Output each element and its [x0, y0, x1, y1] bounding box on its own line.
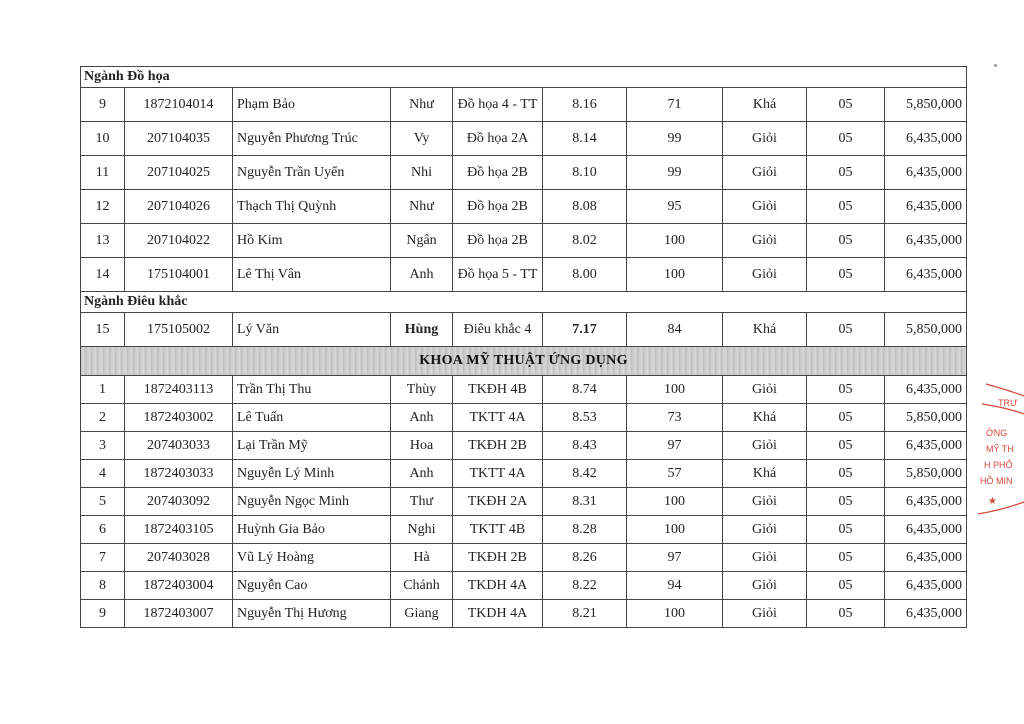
- rank-label: Khá: [723, 313, 807, 347]
- table-row: [81, 88, 967, 122]
- months-count: 05: [807, 376, 885, 404]
- student-given-name: Giang: [391, 600, 453, 628]
- student-given-name: Hùng: [391, 313, 453, 347]
- months-count: 05: [807, 488, 885, 516]
- student-id: 207403033: [125, 432, 233, 460]
- table-row: [81, 156, 967, 190]
- table-row: [81, 258, 967, 292]
- class-name: TKĐH 2A: [453, 488, 543, 516]
- scholarship-amount: 6,435,000: [885, 516, 967, 544]
- conduct-score: 71: [627, 88, 723, 122]
- student-surname: Lại Trần Mỹ: [233, 432, 391, 460]
- student-given-name: Chánh: [391, 572, 453, 600]
- scholarship-amount: 5,850,000: [885, 404, 967, 432]
- row-index: 7: [81, 544, 125, 572]
- stamp-fragment: HỒ MIN: [980, 476, 1013, 486]
- student-id: 1872403033: [125, 460, 233, 488]
- section-row-dieu-khac: [81, 292, 967, 313]
- student-id: 207403092: [125, 488, 233, 516]
- months-count: 05: [807, 258, 885, 292]
- student-id: 1872403007: [125, 600, 233, 628]
- class-name: TKTT 4A: [453, 404, 543, 432]
- rank-label: Khá: [723, 404, 807, 432]
- gpa-score: 8.42: [543, 460, 627, 488]
- row-index: 4: [81, 460, 125, 488]
- rows-dieu-khac: [81, 313, 967, 347]
- scholarship-amount: 5,850,000: [885, 88, 967, 122]
- scholarship-table: [80, 66, 967, 628]
- rank-label: Giỏi: [723, 122, 807, 156]
- scholarship-amount: 6,435,000: [885, 122, 967, 156]
- months-count: 05: [807, 516, 885, 544]
- scholarship-amount: 6,435,000: [885, 224, 967, 258]
- stamp-fragment: H PHỐ: [984, 460, 1013, 470]
- section-title: Ngành Đồ họa: [81, 67, 967, 88]
- student-given-name: Nghi: [391, 516, 453, 544]
- student-surname: Huỳnh Gia Bảo: [233, 516, 391, 544]
- scholarship-amount: 6,435,000: [885, 432, 967, 460]
- class-name: TKĐH 2B: [453, 544, 543, 572]
- conduct-score: 57: [627, 460, 723, 488]
- class-name: TKTT 4B: [453, 516, 543, 544]
- gpa-score: 8.22: [543, 572, 627, 600]
- student-given-name: Thùy: [391, 376, 453, 404]
- section-row-do-hoa: [81, 67, 967, 88]
- months-count: 05: [807, 313, 885, 347]
- student-given-name: Anh: [391, 460, 453, 488]
- table-row: [81, 572, 967, 600]
- gpa-score: 8.74: [543, 376, 627, 404]
- faculty-title: KHOA MỸ THUẬT ỨNG DỤNG: [81, 347, 967, 376]
- row-index: 6: [81, 516, 125, 544]
- scholarship-amount: 6,435,000: [885, 488, 967, 516]
- row-index: 15: [81, 313, 125, 347]
- student-surname: Lê Thị Vân: [233, 258, 391, 292]
- conduct-score: 100: [627, 600, 723, 628]
- rank-label: Giỏi: [723, 258, 807, 292]
- gpa-score: 8.10: [543, 156, 627, 190]
- scan-speck: [994, 64, 997, 67]
- scholarship-amount: 6,435,000: [885, 600, 967, 628]
- rank-label: Giỏi: [723, 572, 807, 600]
- scholarship-amount: 6,435,000: [885, 258, 967, 292]
- rank-label: Giỏi: [723, 376, 807, 404]
- student-surname: Nguyễn Trần Uyển: [233, 156, 391, 190]
- student-given-name: Hà: [391, 544, 453, 572]
- student-id: 207104026: [125, 190, 233, 224]
- months-count: 05: [807, 572, 885, 600]
- months-count: 05: [807, 224, 885, 258]
- table-row: [81, 313, 967, 347]
- stamp-fragment: MỸ TH: [986, 444, 1014, 454]
- rank-label: Giỏi: [723, 516, 807, 544]
- gpa-score: 8.31: [543, 488, 627, 516]
- stamp-fragment: ỜNG: [986, 428, 1008, 438]
- class-name: Đồ họa 2B: [453, 224, 543, 258]
- row-index: 5: [81, 488, 125, 516]
- table-row: [81, 460, 967, 488]
- conduct-score: 99: [627, 156, 723, 190]
- months-count: 05: [807, 156, 885, 190]
- student-surname: Lý Văn: [233, 313, 391, 347]
- student-given-name: Nhi: [391, 156, 453, 190]
- months-count: 05: [807, 544, 885, 572]
- table-row: [81, 224, 967, 258]
- faculty-band-row: [81, 347, 967, 376]
- conduct-score: 100: [627, 224, 723, 258]
- table-row: [81, 190, 967, 224]
- row-index: 3: [81, 432, 125, 460]
- gpa-score: 8.53: [543, 404, 627, 432]
- student-surname: Phạm Bảo: [233, 88, 391, 122]
- gpa-score: 8.21: [543, 600, 627, 628]
- row-index: 9: [81, 600, 125, 628]
- student-surname: Thạch Thị Quỳnh: [233, 190, 391, 224]
- stamp-fragment: TRƯ: [998, 398, 1018, 408]
- student-given-name: Ngân: [391, 224, 453, 258]
- class-name: Đồ họa 5 - TT: [453, 258, 543, 292]
- scholarship-amount: 6,435,000: [885, 376, 967, 404]
- gpa-score: 8.26: [543, 544, 627, 572]
- class-name: Đồ họa 2A: [453, 122, 543, 156]
- table-row: [81, 376, 967, 404]
- gpa-score: 8.02: [543, 224, 627, 258]
- rank-label: Giỏi: [723, 600, 807, 628]
- student-id: 1872403113: [125, 376, 233, 404]
- class-name: Điêu khắc 4: [453, 313, 543, 347]
- row-index: 2: [81, 404, 125, 432]
- table-row: [81, 122, 967, 156]
- rank-label: Giỏi: [723, 224, 807, 258]
- gpa-score: 8.14: [543, 122, 627, 156]
- scholarship-amount: 6,435,000: [885, 544, 967, 572]
- section-title: Ngành Điêu khắc: [81, 292, 967, 313]
- conduct-score: 99: [627, 122, 723, 156]
- row-index: 1: [81, 376, 125, 404]
- stamp-star-icon: ★: [988, 496, 997, 507]
- table-row: [81, 516, 967, 544]
- conduct-score: 84: [627, 313, 723, 347]
- conduct-score: 97: [627, 432, 723, 460]
- rank-label: Giỏi: [723, 190, 807, 224]
- gpa-score: 8.43: [543, 432, 627, 460]
- student-given-name: Anh: [391, 258, 453, 292]
- class-name: TKDH 4A: [453, 572, 543, 600]
- student-id: 1872403105: [125, 516, 233, 544]
- table-row: [81, 488, 967, 516]
- student-surname: Nguyễn Phương Trúc: [233, 122, 391, 156]
- table-row: [81, 600, 967, 628]
- row-index: 11: [81, 156, 125, 190]
- student-surname: Nguyễn Thị Hương: [233, 600, 391, 628]
- months-count: 05: [807, 432, 885, 460]
- row-index: 8: [81, 572, 125, 600]
- conduct-score: 100: [627, 376, 723, 404]
- row-index: 9: [81, 88, 125, 122]
- student-given-name: Thư: [391, 488, 453, 516]
- rank-label: Giỏi: [723, 432, 807, 460]
- rank-label: Giỏi: [723, 156, 807, 190]
- student-id: 207104035: [125, 122, 233, 156]
- rank-label: Giỏi: [723, 544, 807, 572]
- scholarship-amount: 5,850,000: [885, 460, 967, 488]
- table-row: [81, 432, 967, 460]
- months-count: 05: [807, 600, 885, 628]
- student-id: 1872403004: [125, 572, 233, 600]
- conduct-score: 97: [627, 544, 723, 572]
- class-name: TKTT 4A: [453, 460, 543, 488]
- conduct-score: 73: [627, 404, 723, 432]
- student-id: 207104022: [125, 224, 233, 258]
- scholarship-amount: 6,435,000: [885, 572, 967, 600]
- scholarship-amount: 5,850,000: [885, 313, 967, 347]
- student-surname: Trần Thị Thu: [233, 376, 391, 404]
- row-index: 14: [81, 258, 125, 292]
- student-id: 175104001: [125, 258, 233, 292]
- class-name: TKDH 4A: [453, 600, 543, 628]
- months-count: 05: [807, 190, 885, 224]
- student-id: 207403028: [125, 544, 233, 572]
- gpa-score: 8.00: [543, 258, 627, 292]
- class-name: Đồ họa 2B: [453, 190, 543, 224]
- gpa-score: 8.16: [543, 88, 627, 122]
- student-surname: Vũ Lý Hoàng: [233, 544, 391, 572]
- conduct-score: 94: [627, 572, 723, 600]
- rank-label: Giỏi: [723, 488, 807, 516]
- student-id: 207104025: [125, 156, 233, 190]
- student-id: 1872104014: [125, 88, 233, 122]
- student-given-name: Anh: [391, 404, 453, 432]
- student-given-name: Hoa: [391, 432, 453, 460]
- student-given-name: Vy: [391, 122, 453, 156]
- conduct-score: 100: [627, 516, 723, 544]
- months-count: 05: [807, 122, 885, 156]
- rows-do-hoa: [81, 88, 967, 292]
- table-row: [81, 544, 967, 572]
- table-row: [81, 404, 967, 432]
- student-id: 1872403002: [125, 404, 233, 432]
- student-given-name: Như: [391, 190, 453, 224]
- student-surname: Nguyễn Lý Minh: [233, 460, 391, 488]
- student-surname: Lê Tuấn: [233, 404, 391, 432]
- gpa-score: 8.28: [543, 516, 627, 544]
- class-name: Đồ họa 2B: [453, 156, 543, 190]
- gpa-score: 8.08: [543, 190, 627, 224]
- student-id: 175105002: [125, 313, 233, 347]
- row-index: 10: [81, 122, 125, 156]
- gpa-score: 7.17: [543, 313, 627, 347]
- rank-label: Khá: [723, 460, 807, 488]
- student-surname: Nguyễn Cao: [233, 572, 391, 600]
- months-count: 05: [807, 88, 885, 122]
- rows-mtud: [81, 376, 967, 628]
- student-surname: Hồ Kim: [233, 224, 391, 258]
- red-seal-stamp: [978, 378, 1024, 528]
- months-count: 05: [807, 460, 885, 488]
- class-name: TKĐH 2B: [453, 432, 543, 460]
- rank-label: Khá: [723, 88, 807, 122]
- student-given-name: Như: [391, 88, 453, 122]
- class-name: Đồ họa 4 - TT: [453, 88, 543, 122]
- row-index: 13: [81, 224, 125, 258]
- conduct-score: 95: [627, 190, 723, 224]
- class-name: TKĐH 4B: [453, 376, 543, 404]
- conduct-score: 100: [627, 258, 723, 292]
- scholarship-amount: 6,435,000: [885, 156, 967, 190]
- months-count: 05: [807, 404, 885, 432]
- row-index: 12: [81, 190, 125, 224]
- conduct-score: 100: [627, 488, 723, 516]
- student-surname: Nguyễn Ngọc Minh: [233, 488, 391, 516]
- scholarship-amount: 6,435,000: [885, 190, 967, 224]
